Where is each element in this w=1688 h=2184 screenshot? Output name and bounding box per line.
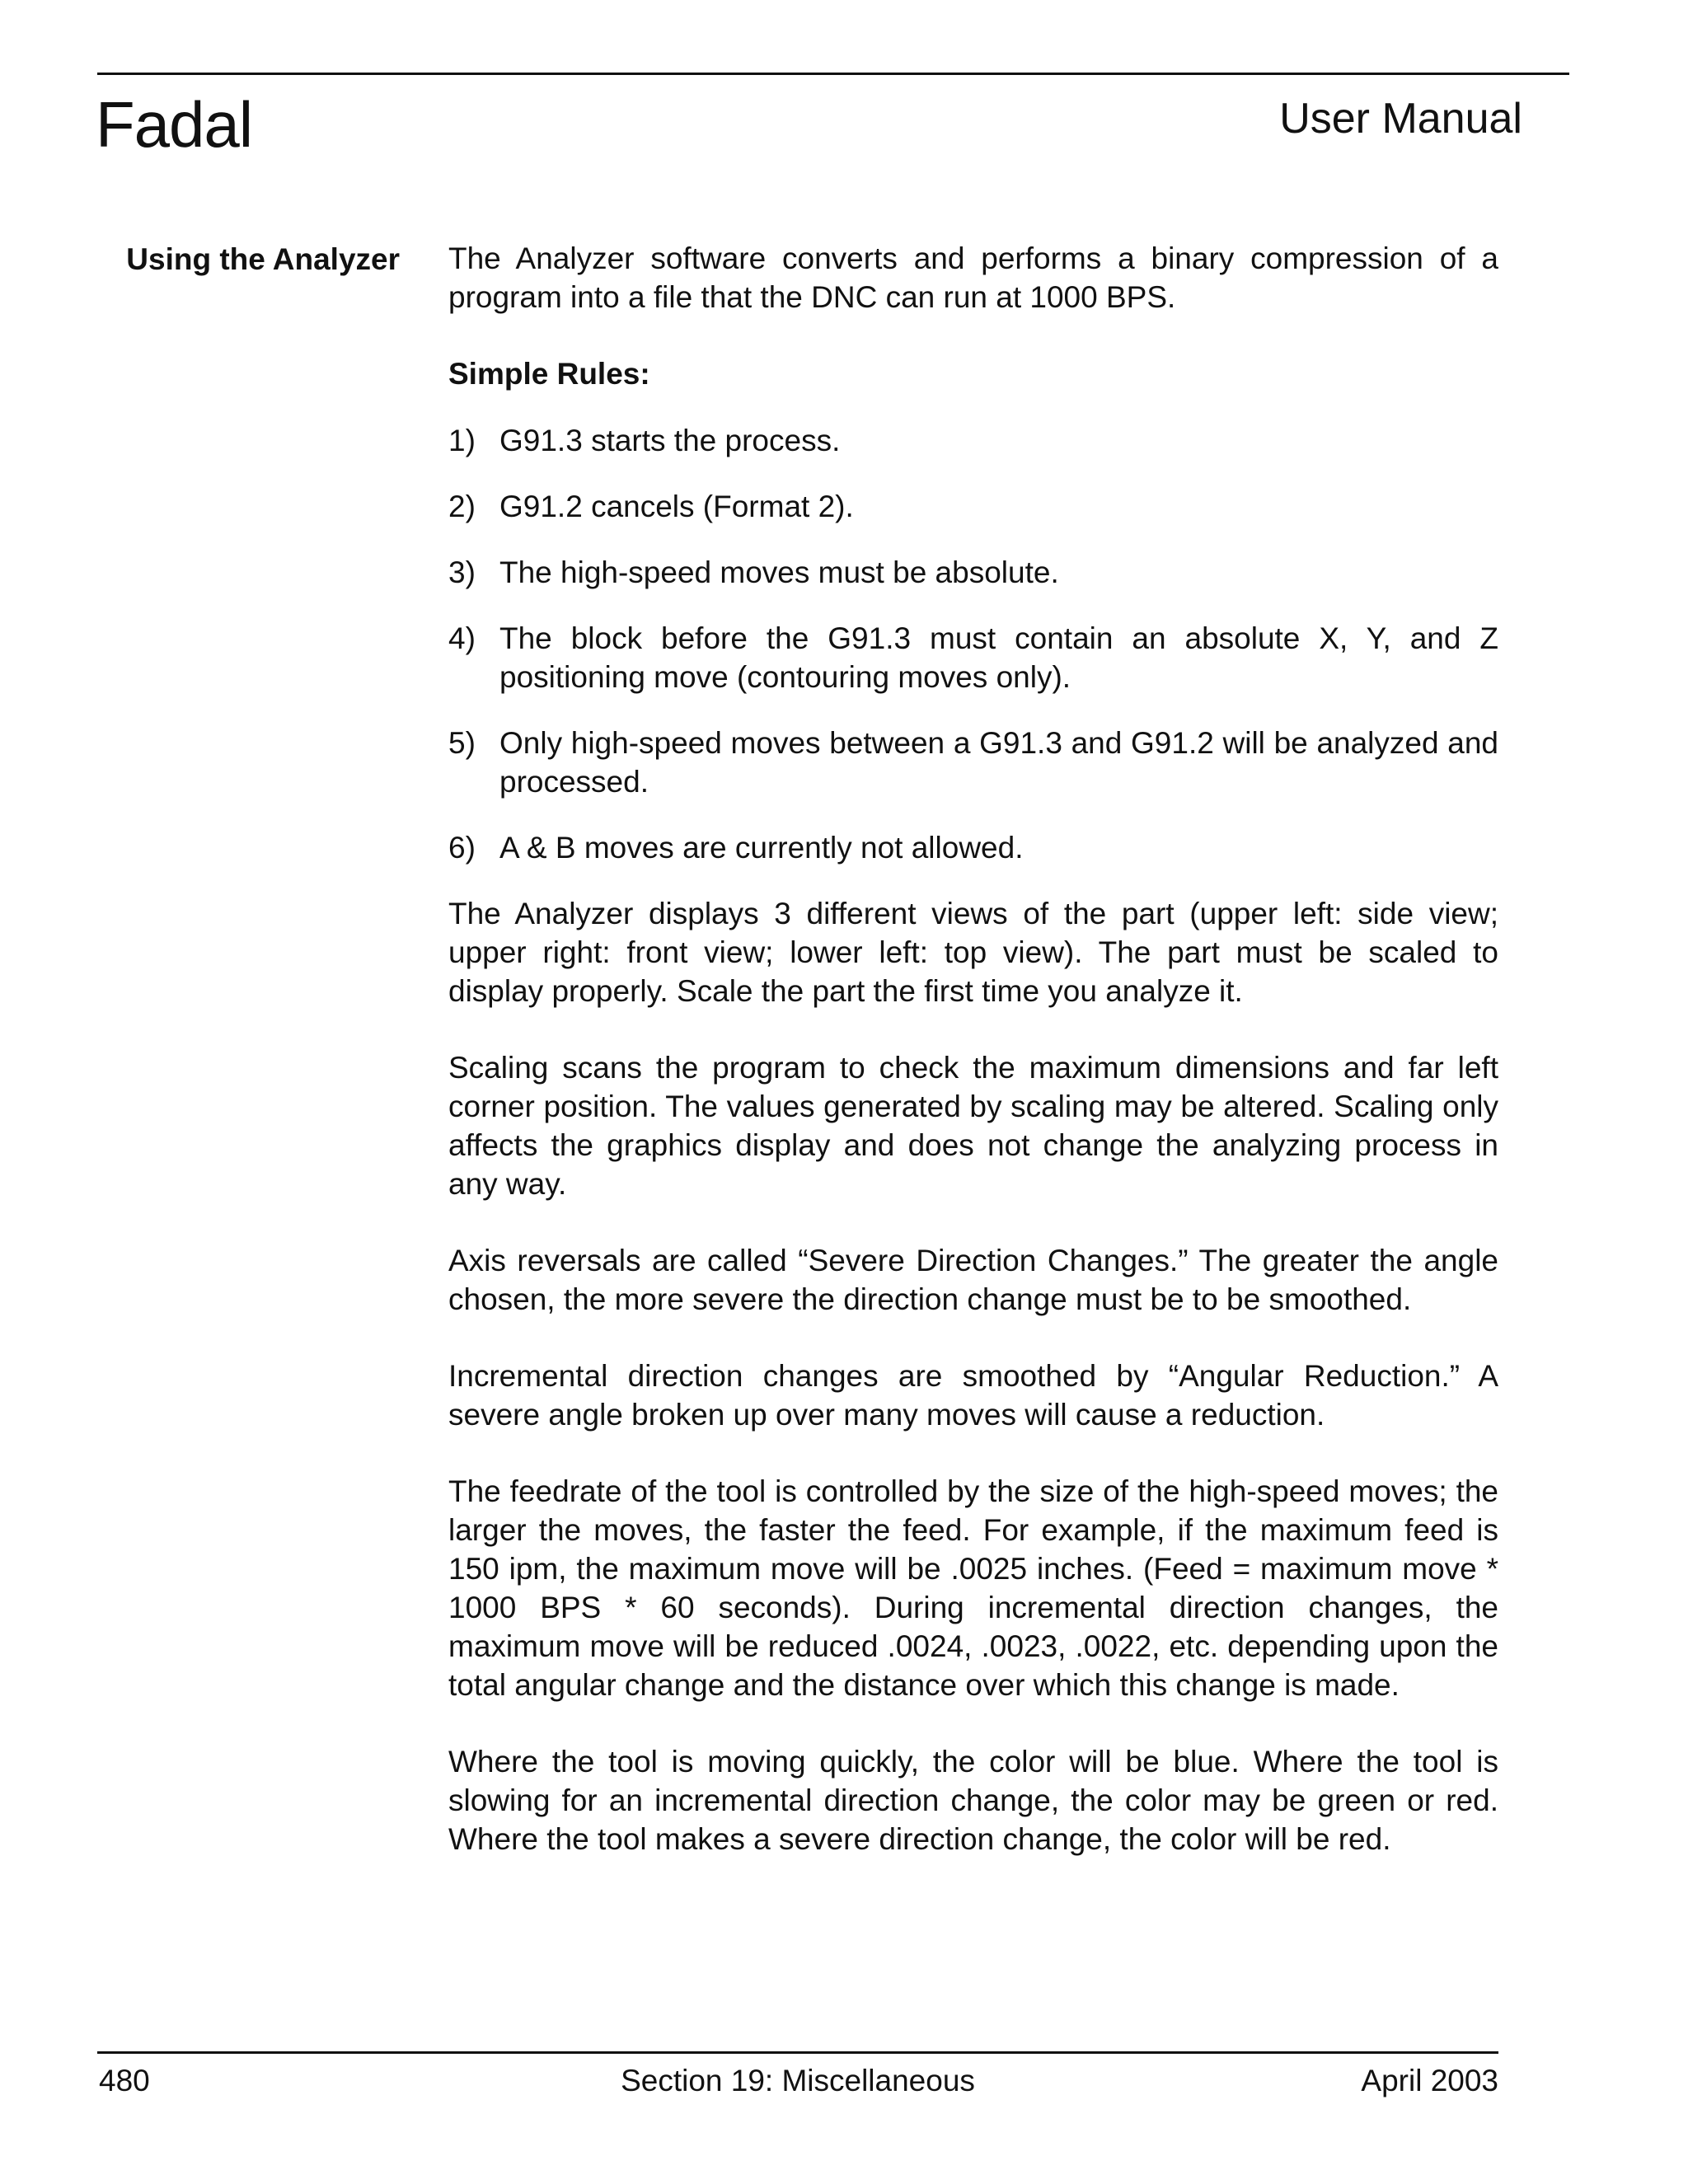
rules-list	[448, 421, 1498, 867]
rule-number: 3)	[448, 555, 476, 589]
rule-item-4	[448, 619, 1498, 696]
feedrate-paragraph: The feedrate of the tool is controlled by the size of the high-speed moves; the larger the moves, the faster the feed. For example, if the maximum feed is 150 ipm, the maximum move will be .0025 inches. (Feed = maximum move * 1000 BPS * 60 seconds). During incremental direction changes, the maximum move will be reduced .0024, .0023, .0022, etc. depending upon the total angular change and the distance over which this change is made.	[448, 1474, 1498, 1702]
brand-name: Fadal	[96, 88, 253, 161]
rule-number: 2)	[448, 490, 476, 523]
rule-number: 5)	[448, 726, 476, 760]
section-body	[448, 239, 1498, 1896]
footer-section-label: Section 19: Miscellaneous	[621, 2064, 975, 2097]
rule-text: G91.2 cancels (Format 2).	[499, 490, 854, 523]
rule-item-1	[448, 421, 1498, 460]
rule-item-2	[448, 487, 1498, 526]
rule-item-6	[448, 828, 1498, 867]
header-rule	[97, 73, 1569, 75]
footer-date: April 2003	[1361, 2064, 1498, 2097]
rule-item-3	[448, 553, 1498, 592]
views-paragraph: The Analyzer displays 3 different views of the part (upper left: side view; upper right: front view; lower left: top view). The part must be scaled to display properly. Scale the part the first time you analyze it.	[448, 897, 1498, 1008]
rules-heading: Simple Rules:	[448, 357, 650, 391]
rule-text: The high-speed moves must be absolute.	[499, 555, 1059, 589]
rule-text: A & B moves are currently not allowed.	[499, 831, 1024, 865]
color-paragraph: Where the tool is moving quickly, the color will be blue. Where the tool is slowing for an incremental direction change, the color may be green or red. Where the tool makes a severe direction change, the color will be red.	[448, 1745, 1498, 1856]
rule-number: 1)	[448, 424, 476, 457]
rule-text: G91.3 starts the process.	[499, 424, 841, 457]
rule-number: 4)	[448, 621, 476, 655]
section-heading: Using the Analyzer	[126, 242, 400, 276]
axis-reversals-paragraph: Axis reversals are called “Severe Direction Changes.” The greater the angle chosen, the more severe the direction change must be to be smoothed.	[448, 1244, 1498, 1316]
document-title: User Manual	[1279, 95, 1522, 143]
intro-paragraph: The Analyzer software converts and performs a binary compression of a program into a file that the DNC can run at 1000 BPS.	[448, 241, 1498, 314]
footer-rule	[97, 2051, 1498, 2054]
rule-text: The block before the G91.3 must contain an absolute X, Y, and Z positioning move (contouring moves only).	[499, 621, 1498, 694]
scaling-paragraph: Scaling scans the program to check the maximum dimensions and far left corner position. The values generated by scaling may be altered. Scaling only affects the graphics display and does not change the analyzing process in any way.	[448, 1051, 1498, 1201]
rule-text: Only high-speed moves between a G91.3 and G91.2 will be analyzed and processed.	[499, 726, 1498, 799]
rule-number: 6)	[448, 831, 476, 865]
page-number: 480	[99, 2064, 150, 2097]
rule-item-5	[448, 724, 1498, 801]
angular-reduction-paragraph: Incremental direction changes are smoothed by “Angular Reduction.” A severe angle broken up over many moves will cause a reduction.	[448, 1359, 1498, 1432]
